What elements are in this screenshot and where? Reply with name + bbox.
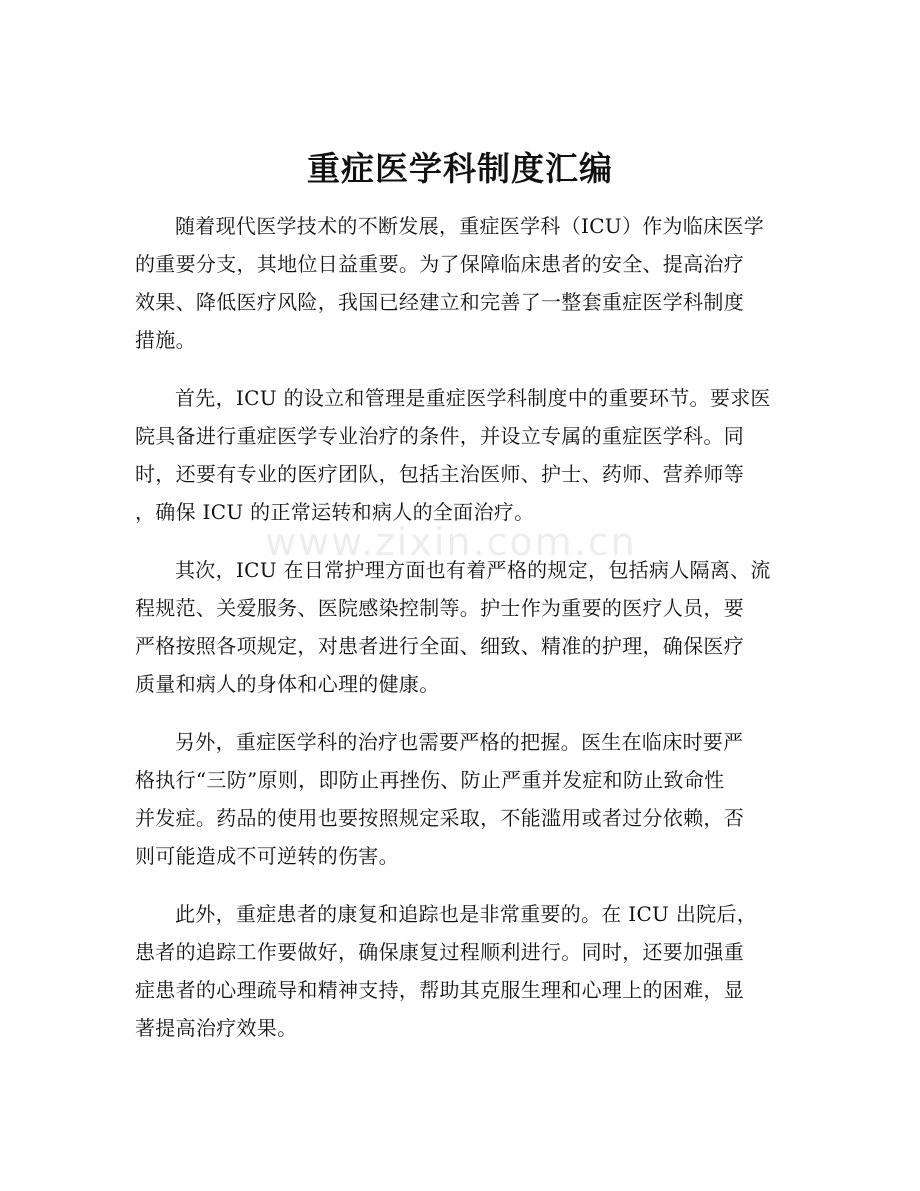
- paragraph: [135, 895, 795, 1047]
- paragraph-line: 首先，ICU 的设立和管理是重症医学科制度中的重要环节。要求医: [175, 386, 771, 410]
- paragraph-line: 另外，重症医学科的治疗也需要严格的把握。医生在临床时要严: [175, 730, 744, 754]
- document-title: 重症医学科制度汇编: [307, 149, 613, 188]
- paragraph-line: ，确保 ICU 的正常运转和病人的全面治疗。: [135, 500, 535, 524]
- paragraph: [135, 551, 795, 703]
- paragraph-line: 此外，重症患者的康复和追踪也是非常重要的。在 ICU 出院后，: [175, 902, 758, 926]
- paragraph-line: 症患者的心理疏导和精神支持，帮助其克服生理和心理上的困难，显: [135, 978, 744, 1002]
- paragraph-line: 患者的追踪工作要做好，确保康复过程顺利进行。同时，还要加强重: [135, 940, 744, 964]
- paragraph-line: 并发症。药品的使用也要按照规定采取，不能滥用或者过分依赖，否: [135, 806, 744, 830]
- paragraph-line: 著提高治疗效果。: [135, 1016, 298, 1040]
- watermark: www.zixin.com.cn: [265, 520, 637, 564]
- paragraph-line: 格执行“三防”原则，即防止再挫伤、防止严重并发症和防止致命性: [135, 768, 725, 792]
- paragraph-line: 质量和病人的身体和心理的健康。: [135, 672, 440, 696]
- paragraph-line: 时，还要有专业的医疗团队，包括主治医师、护士、药师、营养师等: [135, 462, 744, 486]
- paragraph-line: 措施。: [135, 328, 196, 352]
- paragraph-line: 院具备进行重症医学专业治疗的条件，并设立专属的重症医学科。同: [135, 424, 744, 448]
- paragraph-line: 的重要分支，其地位日益重要。为了保障临床患者的安全、提高治疗: [135, 252, 744, 276]
- paragraph: [135, 723, 795, 875]
- paragraph-line: 其次，ICU 在日常护理方面也有着严格的规定，包括病人隔离、流: [175, 558, 771, 582]
- paragraph: [135, 207, 795, 359]
- paragraph-line: 效果、降低医疗风险，我国已经建立和完善了一整套重症医学科制度: [135, 290, 744, 314]
- paragraph-line: 随着现代医学技术的不断发展，重症医学科（ICU）作为临床医学: [175, 214, 765, 238]
- paragraph-line: 严格按照各项规定，对患者进行全面、细致、精准的护理，确保医疗: [135, 634, 744, 658]
- paragraph: [135, 379, 795, 531]
- paragraph-line: 程规范、关爱服务、医院感染控制等。护士作为重要的医疗人员，要: [135, 596, 744, 620]
- paragraph-line: 则可能造成不可逆转的伤害。: [135, 844, 399, 868]
